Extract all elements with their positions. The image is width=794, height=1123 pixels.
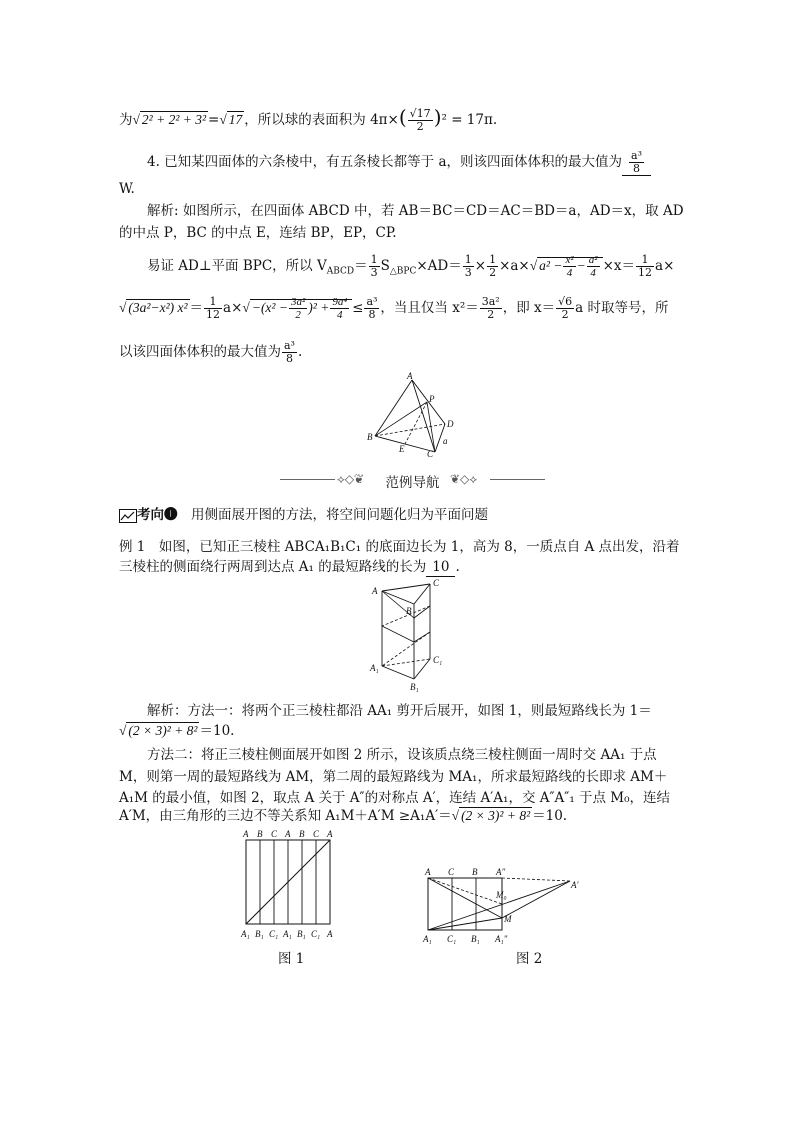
- solution-4-line-3: 易证 AD⊥平面 BPC，所以 $V_{ABCD}=$ $\frac{1}{3}$ $S_{\triangle BPC}\times AD=$ $\frac{1}{3}$ × $\frac{1}{2}$ ×a×√ a² − $\frac{\text{x²}}{4}$ − $\frac{\text{a²}}{4}$ ×x＝ $\frac{1}{12}$ a×: [147, 253, 675, 280]
- label-C1: C₁: [433, 655, 443, 665]
- label-B: B: [406, 606, 412, 616]
- solution-4-line-1: 解析: 如图所示，在四面体 ABCD 中，若 AB＝BC＝CD＝AC＝BD＝a，AD＝x，取 AD: [147, 203, 684, 219]
- left-ornament-icon: ⟡◇❦: [337, 472, 364, 486]
- banner-title: 范例导航: [385, 475, 440, 491]
- label-E: E: [399, 444, 405, 454]
- fig1-top-5: C: [313, 829, 320, 839]
- fig1-bot-0: A₁: [241, 929, 250, 939]
- solution-ex1-line-1: 解析：方法一：将两个正三棱柱都沿 AA₁ 剪开后展开，如图 1，则最短路线长为 1＝: [147, 703, 652, 719]
- topic-heading: 考向❶ 用侧面展开图的方法，将空间问题化归为平面问题: [119, 506, 488, 524]
- fig1-bot-4: B₁: [297, 929, 306, 939]
- label-D: D: [447, 419, 454, 429]
- figure-1-caption: 图 1: [278, 951, 305, 967]
- fig1-top-0: A: [243, 829, 249, 839]
- label-P: P: [429, 394, 435, 404]
- figure-2-caption: 图 2: [516, 951, 543, 967]
- fig1-bot-1: B₁: [255, 929, 264, 939]
- label-a: a: [443, 436, 448, 446]
- solution-ex1-line-3: 方法二：将正三棱柱侧面展开如图 2 所示，设该质点绕三棱柱侧面一周时交 AA₁ 于点: [147, 747, 657, 763]
- label-A: A: [407, 372, 413, 381]
- fig1-top-1: B: [257, 829, 263, 839]
- solution-ex1-line-4: M，则第一周的最短路线为 AM，第二周的最短路线为 MA₁，所求最短路线的长即求 AM＋: [119, 769, 668, 785]
- fig2-m: M: [504, 914, 512, 924]
- right-ornament-icon: ❦◇⟡: [450, 472, 478, 486]
- fig1-top-4: B: [299, 829, 305, 839]
- example-answer: 10: [426, 558, 455, 577]
- text-line-sphere: 为√ 2² + 2² + 3² =√ 17 ，所以球的表面积为 4π×( $\frac{√17}{2}$ )² = 17π.: [119, 105, 498, 133]
- section-banner: [280, 470, 545, 490]
- figure-2-unfolding: [420, 866, 590, 946]
- solution-ex1-line-2: √ (2 × 3)² + 8² ＝10.: [119, 723, 235, 739]
- label-A: A: [372, 586, 378, 596]
- question-4: 4. 已知某四面体的六条棱中，有五条棱长都等于 a，则该四面体体积的最大值为 $\frac{\text{a³}}{8}$: [147, 150, 651, 176]
- label-A1: A₁: [370, 663, 379, 673]
- fig2-top-2: B: [472, 867, 478, 877]
- example-1-line-2: 三棱柱的侧面绕行两周到达点 A₁ 的最短路线的长为 10 .: [119, 559, 460, 575]
- fig2-bot-0: A₁: [423, 934, 432, 944]
- fig2-top-0: A: [425, 867, 431, 877]
- trend-icon: [119, 509, 137, 523]
- fig2-bot-2: B₁: [471, 934, 480, 944]
- fig2-aprime: A′: [571, 880, 579, 890]
- fig1-bot-3: A₁: [283, 929, 292, 939]
- fig2-m0: M₀: [496, 890, 507, 900]
- solution-ex1-line-6: A′M，由三角形的三边不等关系知 A₁M＋A′M ≥A₁A′＝√ (2 × 3)² + 8² ＝10.: [119, 808, 568, 824]
- fig2-top-1: C: [448, 867, 455, 877]
- fig1-top-2: C: [271, 829, 278, 839]
- fig1-bot-5: C₁: [311, 929, 321, 939]
- solution-4-line-5: 以该四面体体积的最大值为 $\frac{\text{a³}}{8}$ .: [119, 339, 303, 365]
- fig2-bot-3: A₁″: [495, 934, 508, 944]
- solution-4-line-4: √ (3a²−x²) x² ＝ $\frac{1}{12}$ a×√ −(x² − $\frac{\text{3a²}}{2}$ )² + $\frac{\text{9a⁴}}{4}$ ≤ $\frac{\text{a³}}{8}$ ，当且仅当 x²＝ $\frac{\text{3a²}}{2}$ ，即 x＝ $\frac{√6}{2}$ a 时取等号，所: [119, 295, 669, 322]
- fig1-bot-2: C₁: [269, 929, 279, 939]
- example-1-line-1: 例 1 如图，已知正三棱柱 ABCA₁B₁C₁ 的底面边长为 1，高为 8，一质点自 A 点出发，沿着: [119, 539, 680, 555]
- fig1-top-6: A: [327, 829, 333, 839]
- solution-ex1-line-5: A₁M 的最小值，如图 2，取点 A 关于 A″的对称点 A′，连结 A′A₁，交 A″A″₁ 于点 M₀，连结: [119, 790, 671, 806]
- fig1-top-3: A: [285, 829, 291, 839]
- solution-4-line-2: 的中点 P，BC 的中点 E，连结 BP，EP，CP.: [119, 225, 397, 241]
- label-C: C: [433, 578, 440, 588]
- prism-figure: [368, 576, 458, 694]
- fig2-bot-1: C₁: [447, 934, 457, 944]
- label-B: B: [367, 432, 373, 442]
- fig2-top-3: A″: [496, 867, 506, 877]
- tetrahedron-figure: [365, 372, 460, 457]
- label-B1: B₁: [410, 682, 419, 692]
- figure-1-unfolding: [238, 828, 338, 946]
- label-C: C: [427, 449, 434, 457]
- fig1-bot-6: A: [327, 929, 333, 939]
- question-4-end: W.: [119, 181, 135, 197]
